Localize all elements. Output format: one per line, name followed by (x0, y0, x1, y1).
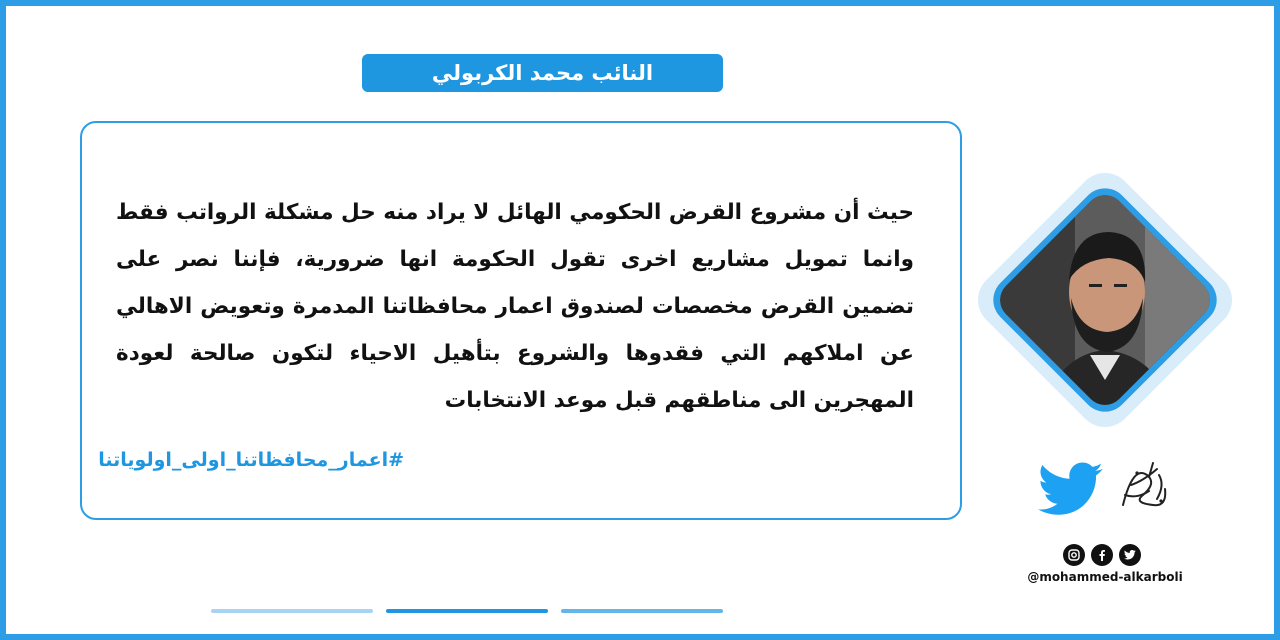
social-handle[interactable]: @mohammed-alkarboli (1027, 570, 1183, 584)
hashtag-link[interactable]: #اعمار_محافظاتنا_اولى_اولوياتنا (98, 449, 404, 471)
quote-text: حيث أن مشروع القرض الحكومي الهائل لا يراد منه حل مشكلة الرواتب فقط وانما تمويل مشاريع اخرى تقول الحكومة انها ضرورية، فإننا نصر على تضمين القرض مخصصات لصندوق اعمار محافظاتنا المدمرة وتعويض الاهالي عن املاكهم التي فقدوها والشروع بتأهيل الاحياء لتكون صالحة لعودة المهجرين الى مناطقهم قبل موعد الانتخابات (116, 200, 914, 413)
facebook-icon[interactable] (1091, 544, 1113, 566)
author-name: النائب محمد الكربولي (431, 61, 654, 85)
divider-bar-light (211, 609, 373, 613)
calligraphy-signature-icon (1113, 455, 1175, 517)
portrait-frame (985, 165, 1225, 435)
social-icons (1063, 544, 1141, 566)
name-banner (362, 54, 723, 92)
twitter-icon[interactable] (1119, 544, 1141, 566)
twitter-logo-icon (1038, 462, 1104, 518)
portrait-photo (992, 187, 1218, 413)
divider-bar-mid (561, 609, 723, 613)
divider-bar-dark (386, 609, 548, 613)
quote-box (80, 121, 962, 520)
instagram-icon[interactable] (1063, 544, 1085, 566)
